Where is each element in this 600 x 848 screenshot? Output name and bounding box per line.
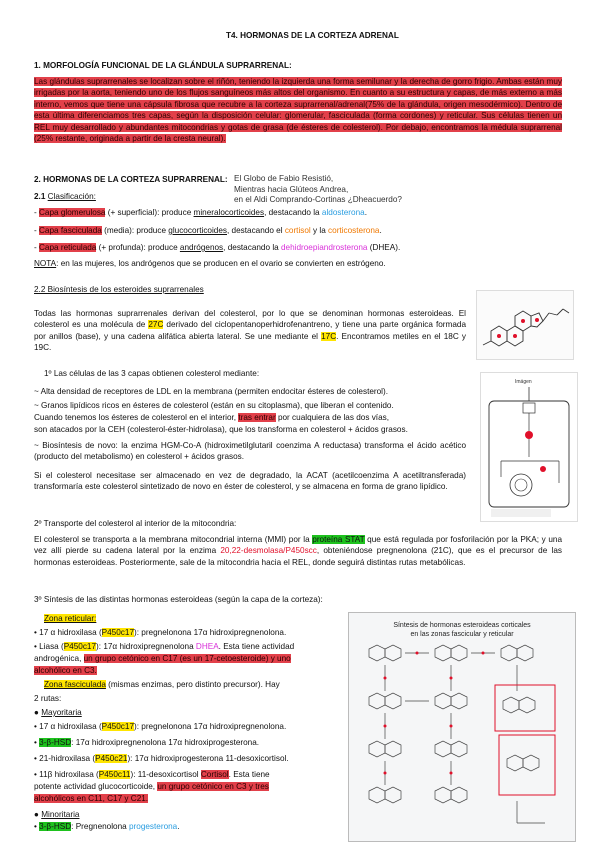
fasciculada-line-3: • 21-hidroxilasa (P450c21): 17α hidroxiprogesterona 11-desoxicortisol.: [34, 754, 289, 763]
zona-fasciculada-title: Zona fasciculada (mismas enzimas, pero distinto precursor). Hay: [44, 680, 280, 689]
section-2-1-heading: 2.1 Clasificación:: [34, 192, 96, 201]
bullet-granos: ~ Granos lipídicos ricos en ésteres de colesterol (están en su citoplasma), que liberan el contenido.: [34, 401, 394, 410]
mnemonic-quote: El Globo de Fabio Resistió, Mientras hacia Glúteos Andrea, en el Aldi Comprando-Cortinas ¿Dheacuerdo?: [234, 174, 402, 204]
figure-title-line-1: Síntesis de hormonas esteroideas corticales: [393, 622, 531, 629]
page-title: T4. HORMONAS DE LA CORTEZA ADRENAL: [226, 31, 399, 40]
reticular-line-4: alcohólico en C3.: [34, 666, 97, 675]
section-1-paragraph: Las glándulas suprarrenales se localizan sobre el riñón, teniendo la izquierda una forma semilunar y la derecha de gorro frigio. Ambas están muy irrigadas por la aorta, teniendo uno de los flujos sanguíneos más altos del organismo. En cuanto a su estructura y capas, de más externo a más interno, vemos que tiene una cápsula fibrosa que recubre a la corteza suprarrenal/adrenal(75% de la glándula, origen mesodérmico). Dentro de esta última diferenciamos tres capas, según la disposición celular: glomerular, fasciculada (forma cordones) y reticular. Sus células tienen un REL muy desarrollado y abundantes mitocondrias y gotas de grasa (de ésteres de colesterol). Por debajo, encontramos la médula suprarrenal (25% restante, originada a partir de la cresta neural).: [34, 77, 562, 144]
fasciculada-line-2: • 3-β-HSD: 17α hidroxipregnenolona 17α hidroxiprogesterona.: [34, 738, 260, 747]
reticular-line-3: androgénica, un grupo cetónico en C17 (es un 17-cetoesteroide) y uno: [34, 654, 291, 663]
reticular-line-2: • Liasa (P450c17): 17α hidroxipregnenolona DHEA. Esta tiene actividad: [34, 642, 295, 651]
storage-paragraph: Si el colesterol necesitase ser almacenado en vez de degradado, la ACAT (acetilcoenzima A acetiltransferada) transformaría este colesterol sintetizado de novo en éster de colesterol, y se almacena en forma de grano lipídico.: [34, 471, 466, 492]
fasciculada-line-1: • 17 α hidroxilasa (P450c17): pregnelonona 17α hidroxipregnenolona.: [34, 722, 287, 731]
cholesterol-structure-figure: [476, 290, 574, 360]
mayoritaria-label: ● Mayoritaria: [34, 708, 82, 717]
bullet-esteres: Cuando tenemos los ésteres de colesterol en el interior, tras entrar por cualquiera de las dos vías,: [34, 413, 389, 422]
steroid-synthesis-figure: [348, 612, 576, 842]
section-2-2-heading: 2.2 Biosíntesis de los esteroides suprarrenales: [34, 285, 204, 294]
zona-reticular-title: Zona reticular:: [44, 614, 97, 623]
step-3-heading: 3º Síntesis de las distintas hormonas esteroideas (según la capa de la corteza):: [34, 595, 323, 604]
bullet-novo: ~ Biosíntesis de novo: la enzima HGM-Co-A (hidroximetilglutaril coenzima A reductasa) transforma el ácido acético (producto del metabolismo) en colesterol + ácidos grasos.: [34, 441, 466, 462]
figure-title-line-2: en las zonas fascicular y reticular: [410, 631, 514, 638]
list-item-fasciculada: - Capa fasciculada (media): produce glucocorticoides, destacando el cortisol y la corticosterona.: [34, 226, 382, 235]
fasciculada-minor-line: • 3-β-HSD: Pregnenolona progesterona.: [34, 822, 180, 831]
bullet-ceh: son atacados por la CEH (colesterol-éster-hidrolasa), que los transforma en colesterol + ácidos grasos.: [34, 425, 408, 434]
reticular-line-1: • 17 α hidroxilasa (P450c17): pregnelonona 17α hidroxipregnenolona.: [34, 628, 287, 637]
bullet-ldl: ~ Alta densidad de receptores de LDL en la membrana (permiten endocitar ésteres de colesterol).: [34, 387, 389, 396]
step-2-heading: 2º Transporte del colesterol al interior de la mitocondria:: [34, 519, 237, 528]
step-1-heading: 1º Las células de las 3 capas obtienen colesterol mediante:: [44, 369, 260, 378]
fasciculada-line-5: potente actividad glucocorticoide, un grupo cetónico en C3 y tres: [34, 782, 269, 791]
list-item-reticulada: - Capa reticulada (+ profunda): produce andrógenos, destacando la dehidroepiandrosterona (DHEA).: [34, 243, 401, 252]
minoritaria-label: ● Minoritaria: [34, 810, 80, 819]
transport-paragraph: El colesterol se transporta a la membrana mitocondrial interna (MMI) por la proteína STAT que está regulada por fosforilación por la PKA; y una vez allí pierde su cadena lateral por la enzima 20,22-desmolasa/P450scc, obteniéndose pregnenolona (21C), que es el precursor de las hormonas esteroideas. Posteriormente, sale de la mitocondria hacia el REL, donde seguirá distintas rutas metabólicas.: [34, 535, 563, 567]
figure-caption-top: Imágen: [515, 379, 532, 385]
cholesterol-uptake-figure: [480, 372, 578, 522]
section-2-heading: 2. HORMONAS DE LA CORTEZA SUPRARRENAL:: [34, 175, 228, 184]
cholesterol-paragraph: Todas las hormonas suprarrenales derivan del colesterol, por lo que se denominan hormonas esteroideas. El colesterol es una molécula de 27C derivado del ciclopentanoperhidrofenantreno, y tiene una parte orgánica formada por anillos (base), y una cadena alifática abierta lateral. Se une mediante el 17C. Encontramos metiles en el 18C y 19C.: [34, 309, 467, 353]
fasciculada-line-6: alcohólicos en C11, C17 y C21.: [34, 794, 149, 803]
fasciculada-line-4: • 11β hidroxilasa (P450c11): 11-desoxicortisol Cortisol. Esta tiene: [34, 770, 270, 779]
section-1-heading: 1. MORFOLOGÍA FUNCIONAL DE LA GLÁNDULA SUPRARRENAL:: [34, 61, 292, 70]
list-item-glomerulosa: - Capa glomerulosa (+ superficial): produce mineralocorticoides, destacando la aldosterona.: [34, 208, 367, 217]
fasciculada-rutas: 2 rutas:: [34, 694, 62, 703]
nota: NOTA: en las mujeres, los andrógenos que se producen en el ovario se convierten en estrógeno.: [34, 259, 386, 268]
